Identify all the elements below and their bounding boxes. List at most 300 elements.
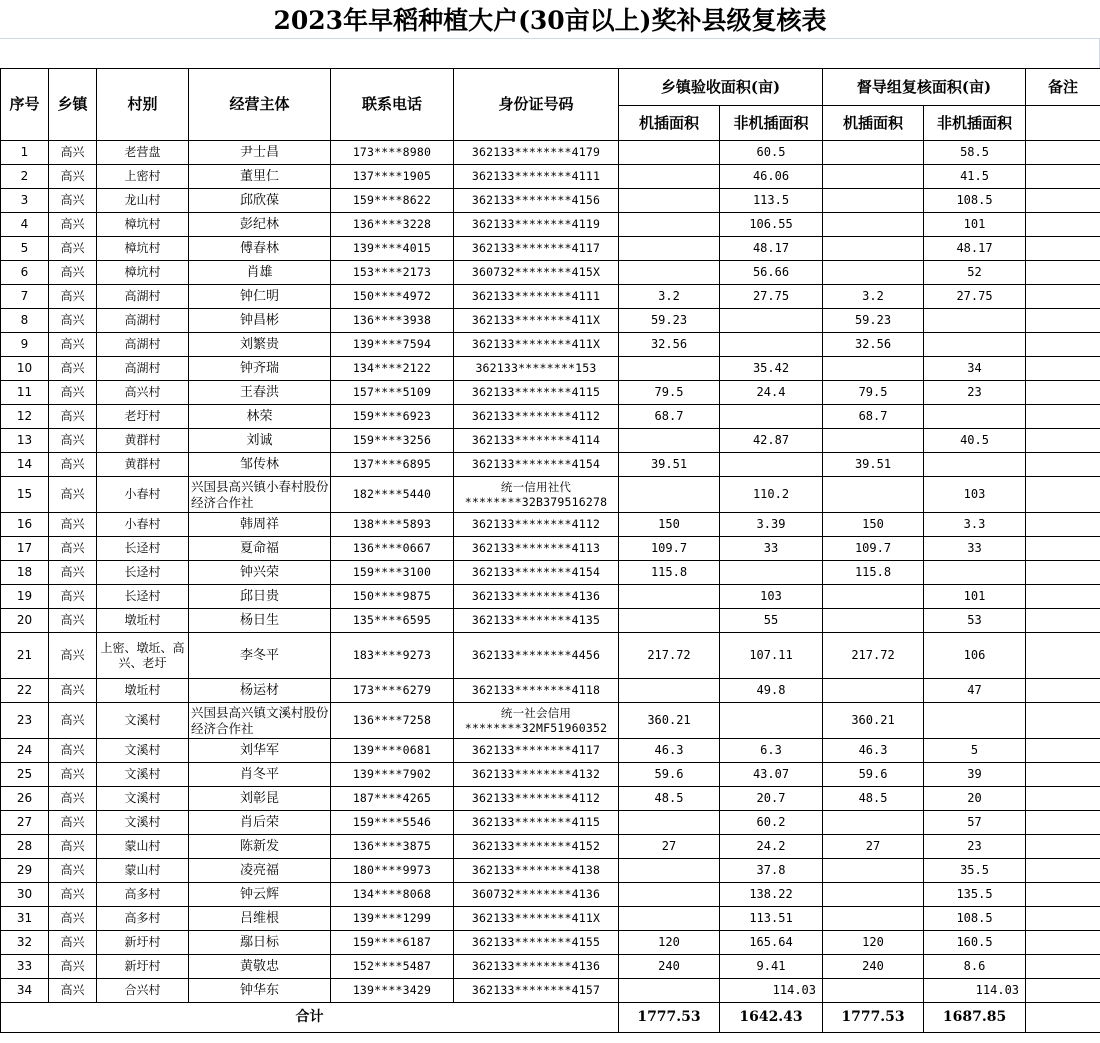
row-town: 高兴	[49, 633, 97, 679]
row-entity: 彭纪林	[189, 213, 331, 237]
row-town-non-machine: 33	[720, 537, 823, 561]
row-town-non-machine: 113.5	[720, 189, 823, 213]
table-row	[1, 609, 1100, 633]
row-review-non-machine: 3.3	[924, 513, 1026, 537]
row-entity: 钟昌彬	[189, 309, 331, 333]
row-seq: 18	[1, 561, 49, 585]
row-seq: 16	[1, 513, 49, 537]
row-entity: 林荣	[189, 405, 331, 429]
row-phone: 134****8068	[331, 883, 454, 907]
row-review-non-machine	[924, 453, 1026, 477]
row-town: 高兴	[49, 261, 97, 285]
row-review-non-machine: 58.5	[924, 141, 1026, 165]
row-id-number: 362133********4136	[454, 585, 619, 609]
header-town-area: 乡镇验收面积(亩)	[619, 69, 823, 106]
row-entity: 刘华军	[189, 739, 331, 763]
table-row	[1, 141, 1100, 165]
row-entity: 钟兴荣	[189, 561, 331, 585]
row-phone: 159****6187	[331, 931, 454, 955]
row-review-machine: 27	[823, 835, 924, 859]
review-table	[0, 68, 1100, 1033]
row-entity: 凌亮福	[189, 859, 331, 883]
row-review-non-machine: 27.75	[924, 285, 1026, 309]
row-town: 高兴	[49, 931, 97, 955]
row-phone: 136****0667	[331, 537, 454, 561]
row-town: 高兴	[49, 189, 97, 213]
row-village: 樟坑村	[97, 261, 189, 285]
row-id-number: 362133********4156	[454, 189, 619, 213]
table-row	[1, 429, 1100, 453]
row-review-machine: 46.3	[823, 739, 924, 763]
table-row	[1, 811, 1100, 835]
row-town: 高兴	[49, 213, 97, 237]
table-row	[1, 859, 1100, 883]
header-phone: 联系电话	[331, 69, 454, 141]
row-id-number: 362133********4118	[454, 679, 619, 703]
row-town-non-machine	[720, 333, 823, 357]
row-note	[1026, 703, 1100, 739]
row-village: 长迳村	[97, 561, 189, 585]
row-id-number: 362133********4114	[454, 429, 619, 453]
row-town: 高兴	[49, 907, 97, 931]
row-seq: 1	[1, 141, 49, 165]
row-town: 高兴	[49, 609, 97, 633]
table-row	[1, 835, 1100, 859]
total-review-machine: 1777.53	[823, 1003, 924, 1033]
row-village: 高多村	[97, 883, 189, 907]
row-id-number: 362133********4113	[454, 537, 619, 561]
row-id-number: 362133********4132	[454, 763, 619, 787]
row-town-non-machine: 3.39	[720, 513, 823, 537]
row-id-number: 362133********4152	[454, 835, 619, 859]
row-village: 高多村	[97, 907, 189, 931]
row-entity: 杨运材	[189, 679, 331, 703]
header-town-machine: 机插面积	[619, 106, 720, 141]
row-seq: 28	[1, 835, 49, 859]
row-village: 文溪村	[97, 739, 189, 763]
row-entity: 肖雄	[189, 261, 331, 285]
row-phone: 173****8980	[331, 141, 454, 165]
row-village: 小春村	[97, 477, 189, 513]
row-town-non-machine: 42.87	[720, 429, 823, 453]
row-town-non-machine: 113.51	[720, 907, 823, 931]
row-review-machine	[823, 979, 924, 1003]
row-town-non-machine	[720, 405, 823, 429]
row-village: 蒙山村	[97, 835, 189, 859]
total-note	[1026, 1003, 1100, 1033]
row-phone: 159****8622	[331, 189, 454, 213]
row-town-non-machine: 46.06	[720, 165, 823, 189]
row-phone: 139****4015	[331, 237, 454, 261]
row-phone: 150****9875	[331, 585, 454, 609]
row-seq: 15	[1, 477, 49, 513]
row-seq: 20	[1, 609, 49, 633]
row-id-number: 362133********4112	[454, 787, 619, 811]
total-town-machine: 1777.53	[619, 1003, 720, 1033]
row-review-machine: 109.7	[823, 537, 924, 561]
row-seq: 6	[1, 261, 49, 285]
row-phone: 173****6279	[331, 679, 454, 703]
row-town-non-machine: 107.11	[720, 633, 823, 679]
row-seq: 32	[1, 931, 49, 955]
row-town-machine: 240	[619, 955, 720, 979]
row-entity: 吕维根	[189, 907, 331, 931]
row-seq: 26	[1, 787, 49, 811]
row-phone: 153****2173	[331, 261, 454, 285]
row-town: 高兴	[49, 333, 97, 357]
row-village: 高湖村	[97, 285, 189, 309]
row-town: 高兴	[49, 679, 97, 703]
row-town-non-machine	[720, 561, 823, 585]
row-town-non-machine: 56.66	[720, 261, 823, 285]
row-town-machine	[619, 213, 720, 237]
row-town-machine: 68.7	[619, 405, 720, 429]
row-review-machine: 68.7	[823, 405, 924, 429]
row-seq: 5	[1, 237, 49, 261]
header-seq: 序号	[1, 69, 49, 141]
row-seq: 2	[1, 165, 49, 189]
header-entity: 经营主体	[189, 69, 331, 141]
row-phone: 159****3100	[331, 561, 454, 585]
row-id-number: 362133********4111	[454, 165, 619, 189]
row-phone: 136****3228	[331, 213, 454, 237]
row-phone: 180****9973	[331, 859, 454, 883]
row-town: 高兴	[49, 477, 97, 513]
row-review-non-machine	[924, 561, 1026, 585]
row-review-non-machine: 108.5	[924, 189, 1026, 213]
row-review-machine	[823, 907, 924, 931]
row-note	[1026, 213, 1100, 237]
row-review-non-machine: 53	[924, 609, 1026, 633]
row-village: 长迳村	[97, 585, 189, 609]
row-note	[1026, 285, 1100, 309]
table-row	[1, 907, 1100, 931]
row-entity: 钟华东	[189, 979, 331, 1003]
total-town-non-machine: 1642.43	[720, 1003, 823, 1033]
row-town: 高兴	[49, 739, 97, 763]
row-entity: 肖冬平	[189, 763, 331, 787]
row-entity: 邹传林	[189, 453, 331, 477]
row-id-number: 362133********4135	[454, 609, 619, 633]
row-phone: 159****5546	[331, 811, 454, 835]
table-row	[1, 585, 1100, 609]
row-review-machine	[823, 883, 924, 907]
table-row	[1, 357, 1100, 381]
table-row	[1, 405, 1100, 429]
row-review-machine: 59.23	[823, 309, 924, 333]
row-town: 高兴	[49, 955, 97, 979]
row-review-non-machine: 23	[924, 381, 1026, 405]
row-entity: 钟齐瑞	[189, 357, 331, 381]
table-row	[1, 955, 1100, 979]
row-review-non-machine: 101	[924, 213, 1026, 237]
row-entity: 傅春林	[189, 237, 331, 261]
row-review-non-machine: 48.17	[924, 237, 1026, 261]
row-phone: 135****6595	[331, 609, 454, 633]
row-entity: 刘彰昆	[189, 787, 331, 811]
row-review-non-machine: 40.5	[924, 429, 1026, 453]
row-id-number: 362133********4115	[454, 811, 619, 835]
table-row	[1, 513, 1100, 537]
row-id-number: 362133********4157	[454, 979, 619, 1003]
row-seq: 17	[1, 537, 49, 561]
row-seq: 4	[1, 213, 49, 237]
row-seq: 10	[1, 357, 49, 381]
row-note	[1026, 931, 1100, 955]
row-note	[1026, 787, 1100, 811]
row-id-number: 362133********411X	[454, 333, 619, 357]
row-review-machine	[823, 357, 924, 381]
row-town: 高兴	[49, 859, 97, 883]
row-review-non-machine: 23	[924, 835, 1026, 859]
row-town-machine	[619, 907, 720, 931]
row-id-number: 362133********4456	[454, 633, 619, 679]
row-phone: 137****1905	[331, 165, 454, 189]
row-town-machine: 360.21	[619, 703, 720, 739]
row-town: 高兴	[49, 787, 97, 811]
row-town-machine	[619, 585, 720, 609]
row-review-machine: 217.72	[823, 633, 924, 679]
row-town-machine	[619, 979, 720, 1003]
row-id-number: 362133********4111	[454, 285, 619, 309]
row-village: 合兴村	[97, 979, 189, 1003]
row-phone: 138****5893	[331, 513, 454, 537]
row-note	[1026, 165, 1100, 189]
row-village: 老圩村	[97, 405, 189, 429]
row-entity: 兴国县高兴镇小春村股份经济合作社	[189, 477, 331, 513]
row-entity: 尹士昌	[189, 141, 331, 165]
row-town-machine: 79.5	[619, 381, 720, 405]
row-town-non-machine: 106.55	[720, 213, 823, 237]
row-village: 新圩村	[97, 955, 189, 979]
row-town-non-machine: 24.4	[720, 381, 823, 405]
row-town: 高兴	[49, 141, 97, 165]
table-row	[1, 633, 1100, 679]
row-review-machine	[823, 141, 924, 165]
row-entity: 王春洪	[189, 381, 331, 405]
row-id-number: 362133********4155	[454, 931, 619, 955]
row-review-machine: 150	[823, 513, 924, 537]
row-phone: 182****5440	[331, 477, 454, 513]
row-id-number: 362133********4154	[454, 453, 619, 477]
row-id-number: 362133********411X	[454, 907, 619, 931]
row-review-non-machine: 114.03	[924, 979, 1026, 1003]
row-id-number: 362133********4112	[454, 405, 619, 429]
row-review-non-machine: 103	[924, 477, 1026, 513]
row-review-machine	[823, 165, 924, 189]
row-seq: 12	[1, 405, 49, 429]
row-town-machine	[619, 429, 720, 453]
table-row	[1, 787, 1100, 811]
row-village: 黄群村	[97, 429, 189, 453]
row-review-machine: 32.56	[823, 333, 924, 357]
row-review-machine	[823, 585, 924, 609]
row-seq: 24	[1, 739, 49, 763]
row-note	[1026, 811, 1100, 835]
total-review-non-machine: 1687.85	[924, 1003, 1026, 1033]
table-row	[1, 739, 1100, 763]
row-note	[1026, 405, 1100, 429]
row-town-machine	[619, 811, 720, 835]
row-review-non-machine: 33	[924, 537, 1026, 561]
row-review-non-machine	[924, 309, 1026, 333]
row-note	[1026, 561, 1100, 585]
row-note	[1026, 679, 1100, 703]
row-town-machine	[619, 357, 720, 381]
row-seq: 13	[1, 429, 49, 453]
table-row	[1, 237, 1100, 261]
row-entity: 肖后荣	[189, 811, 331, 835]
row-phone: 139****7902	[331, 763, 454, 787]
row-entity: 兴国县高兴镇文溪村股份经济合作社	[189, 703, 331, 739]
row-note	[1026, 453, 1100, 477]
row-review-machine: 3.2	[823, 285, 924, 309]
row-town-non-machine: 165.64	[720, 931, 823, 955]
row-phone: 183****9273	[331, 633, 454, 679]
row-review-machine	[823, 429, 924, 453]
table-row	[1, 453, 1100, 477]
row-town-non-machine: 9.41	[720, 955, 823, 979]
row-seq: 19	[1, 585, 49, 609]
row-town-machine: 39.51	[619, 453, 720, 477]
row-town-non-machine: 48.17	[720, 237, 823, 261]
table-row	[1, 333, 1100, 357]
row-town-non-machine: 6.3	[720, 739, 823, 763]
row-seq: 22	[1, 679, 49, 703]
row-entity: 陈新发	[189, 835, 331, 859]
row-town: 高兴	[49, 585, 97, 609]
row-town: 高兴	[49, 561, 97, 585]
row-id-number: 362133********4117	[454, 739, 619, 763]
row-town-non-machine: 35.42	[720, 357, 823, 381]
blank-grid-row	[0, 38, 1100, 68]
row-id-number: 362133********4179	[454, 141, 619, 165]
row-town-machine: 115.8	[619, 561, 720, 585]
row-town-machine	[619, 859, 720, 883]
table-row	[1, 679, 1100, 703]
table-row	[1, 285, 1100, 309]
row-seq: 14	[1, 453, 49, 477]
total-row	[1, 1003, 1100, 1033]
row-note	[1026, 835, 1100, 859]
table-row	[1, 561, 1100, 585]
row-town-non-machine: 43.07	[720, 763, 823, 787]
row-town: 高兴	[49, 703, 97, 739]
row-village: 文溪村	[97, 787, 189, 811]
row-id-number: 362133********153	[454, 357, 619, 381]
row-note	[1026, 763, 1100, 787]
row-note	[1026, 309, 1100, 333]
row-seq: 7	[1, 285, 49, 309]
table-row	[1, 537, 1100, 561]
table-row	[1, 883, 1100, 907]
table-row	[1, 931, 1100, 955]
row-village: 小春村	[97, 513, 189, 537]
row-entity: 刘诚	[189, 429, 331, 453]
row-town-machine: 217.72	[619, 633, 720, 679]
row-town: 高兴	[49, 309, 97, 333]
row-town-non-machine	[720, 703, 823, 739]
row-phone: 159****3256	[331, 429, 454, 453]
header-id: 身份证号码	[454, 69, 619, 141]
row-review-machine	[823, 189, 924, 213]
row-review-non-machine: 34	[924, 357, 1026, 381]
row-seq: 25	[1, 763, 49, 787]
row-town-non-machine: 49.8	[720, 679, 823, 703]
row-town-non-machine: 27.75	[720, 285, 823, 309]
row-seq: 9	[1, 333, 49, 357]
row-town-machine	[619, 165, 720, 189]
row-id-number: 362133********4119	[454, 213, 619, 237]
row-review-non-machine: 108.5	[924, 907, 1026, 931]
row-town-non-machine: 55	[720, 609, 823, 633]
table-row	[1, 763, 1100, 787]
row-town-machine	[619, 261, 720, 285]
row-town-machine	[619, 679, 720, 703]
row-town-non-machine	[720, 453, 823, 477]
row-town: 高兴	[49, 513, 97, 537]
row-note	[1026, 907, 1100, 931]
row-review-non-machine	[924, 703, 1026, 739]
row-review-machine: 39.51	[823, 453, 924, 477]
row-review-machine	[823, 261, 924, 285]
row-town-non-machine: 110.2	[720, 477, 823, 513]
row-village: 文溪村	[97, 763, 189, 787]
row-village: 文溪村	[97, 811, 189, 835]
row-town-machine: 59.23	[619, 309, 720, 333]
row-review-non-machine: 52	[924, 261, 1026, 285]
row-id-number: 362133********4138	[454, 859, 619, 883]
row-entity: 黄敬忠	[189, 955, 331, 979]
row-phone: 159****6923	[331, 405, 454, 429]
row-note	[1026, 357, 1100, 381]
row-review-non-machine	[924, 333, 1026, 357]
row-town-machine	[619, 189, 720, 213]
row-entity: 钟仁明	[189, 285, 331, 309]
row-town-machine: 48.5	[619, 787, 720, 811]
header-review-non-machine: 非机插面积	[924, 106, 1026, 141]
row-note	[1026, 739, 1100, 763]
row-review-non-machine	[924, 405, 1026, 429]
row-phone: 139****0681	[331, 739, 454, 763]
row-phone: 136****3938	[331, 309, 454, 333]
row-review-machine	[823, 859, 924, 883]
row-entity: 李冬平	[189, 633, 331, 679]
row-seq: 33	[1, 955, 49, 979]
total-label: 合计	[1, 1003, 619, 1033]
row-review-non-machine: 47	[924, 679, 1026, 703]
row-review-machine: 59.6	[823, 763, 924, 787]
row-review-non-machine: 39	[924, 763, 1026, 787]
row-village: 樟坑村	[97, 213, 189, 237]
row-town-machine: 3.2	[619, 285, 720, 309]
row-seq: 11	[1, 381, 49, 405]
header-town-non-machine: 非机插面积	[720, 106, 823, 141]
row-town-non-machine: 138.22	[720, 883, 823, 907]
row-entity: 鄢日标	[189, 931, 331, 955]
row-town-non-machine: 20.7	[720, 787, 823, 811]
row-id-number: 360732********415X	[454, 261, 619, 285]
row-seq: 23	[1, 703, 49, 739]
row-town: 高兴	[49, 453, 97, 477]
row-town-machine	[619, 477, 720, 513]
row-phone: 152****5487	[331, 955, 454, 979]
header-review-area: 督导组复核面积(亩)	[823, 69, 1026, 106]
row-entity: 董里仁	[189, 165, 331, 189]
row-town-machine: 32.56	[619, 333, 720, 357]
row-entity: 夏命福	[189, 537, 331, 561]
row-town-machine: 59.6	[619, 763, 720, 787]
